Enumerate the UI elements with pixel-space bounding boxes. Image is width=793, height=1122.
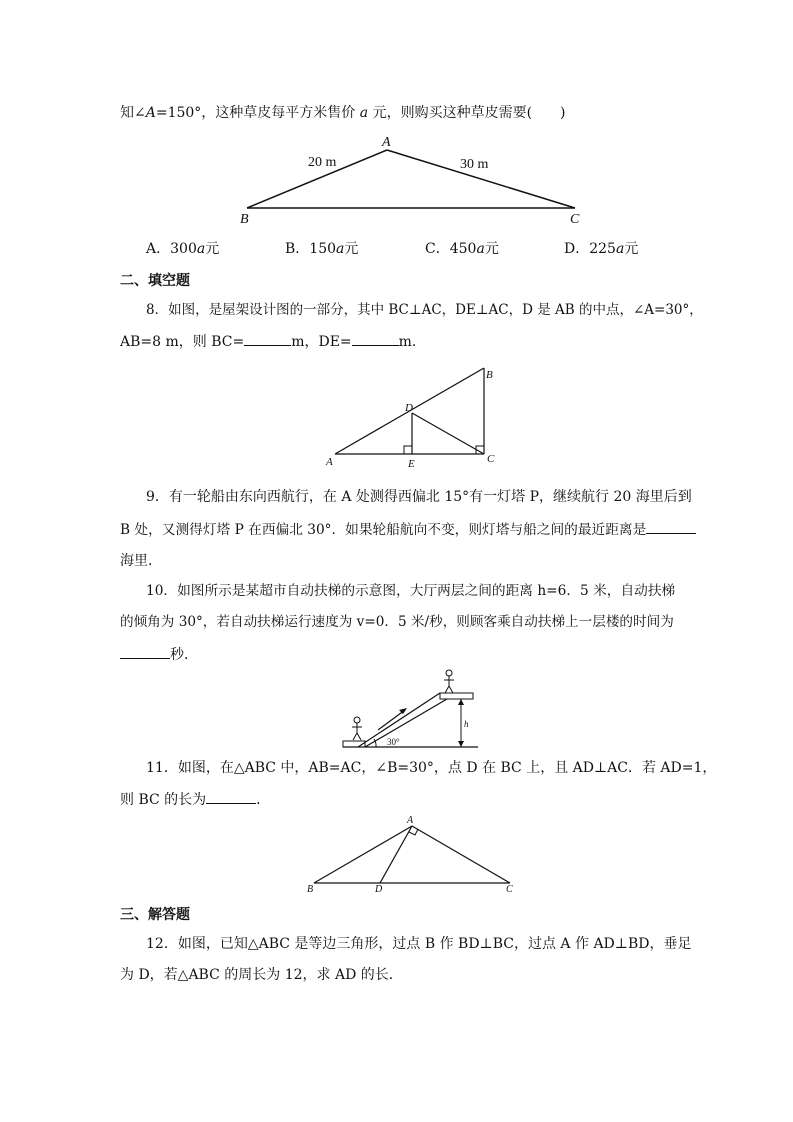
q9-line2: B 处，又测得灯塔 P 在西偏北 30°．如果轮船航向不变，则灯塔与船之间的最近距离是 xyxy=(120,520,696,539)
q7-option-b[interactable]: B．150a元 xyxy=(285,241,359,257)
q7-label-B: B xyxy=(240,212,249,227)
q10-line1: 10．如图所示是某超市自动扶梯的示意图，大厅两层之间的距离 h=6．5 米，自动扶梯 xyxy=(146,583,676,599)
q7-option-c[interactable]: C．450a元 xyxy=(425,241,499,257)
q10-line3: 秒． xyxy=(120,645,198,664)
q8-label-B: B xyxy=(486,369,493,381)
q7-side-AC: 30 m xyxy=(460,157,489,172)
q7-label-A: A xyxy=(382,135,391,150)
q7-side-AB: 20 m xyxy=(308,155,337,170)
q8-label-A: A xyxy=(326,456,333,468)
q7-option-d[interactable]: D．225a元 xyxy=(564,241,639,257)
section-solve-heading: 三、解答题 xyxy=(120,907,190,923)
q11-line2: 则 BC 的长为 ． xyxy=(120,792,271,808)
q11-label-B: B xyxy=(307,884,314,895)
q10-label-angle: 30° xyxy=(387,737,400,747)
section-fill-in-heading: 二、填空题 xyxy=(120,273,190,289)
q9-line3: 海里． xyxy=(120,553,162,569)
q9-line1: 9．有一轮船由东向西航行，在 A 处测得西偏北 15°有一灯塔 P，继续航行 20 海里后到 xyxy=(146,489,692,505)
q12-line2: 为 D，若△ABC 的周长为 12，求 AD 的长． xyxy=(120,967,403,983)
q12-line1: 12．如图，已知△ABC 是等边三角形，过点 B 作 BD⊥BC，过点 A 作 AD⊥BD，垂足 xyxy=(146,936,692,952)
q11-label-C: C xyxy=(506,884,513,895)
q8-label-C: C xyxy=(487,453,495,465)
q11-line1: 11．如图，在△ABC 中，AB=AC，∠B=30°，点 D 在 BC 上，且 AD⊥AC．若 AD=1， xyxy=(146,760,717,776)
q7-option-a[interactable]: A．300a元 xyxy=(146,241,220,257)
q10-line2: 的倾角为 30°，若自动扶梯运行速度为 v=0．5 米/秒，则顾客乘自动扶梯上一层楼的时间为 xyxy=(120,614,674,630)
q8-label-D: D xyxy=(405,402,413,414)
q8-label-E: E xyxy=(408,458,415,470)
q8-line2: AB=8 m，则 BC= m，DE= m． xyxy=(120,334,426,350)
q10-label-h: h xyxy=(464,719,469,729)
q11-label-D: D xyxy=(375,884,383,895)
q11-label-A: A xyxy=(407,815,414,826)
q7-text: 知∠A=150°，这种草皮每平方米售价 a 元，则购买这种草皮需要( ) xyxy=(120,105,566,121)
q8-line1: 8．如图，是屋架设计图的一部分，其中 BC⊥AC，DE⊥AC，D 是 AB 的中点，∠A=30°， xyxy=(146,302,703,318)
q7-label-C: C xyxy=(570,212,580,227)
